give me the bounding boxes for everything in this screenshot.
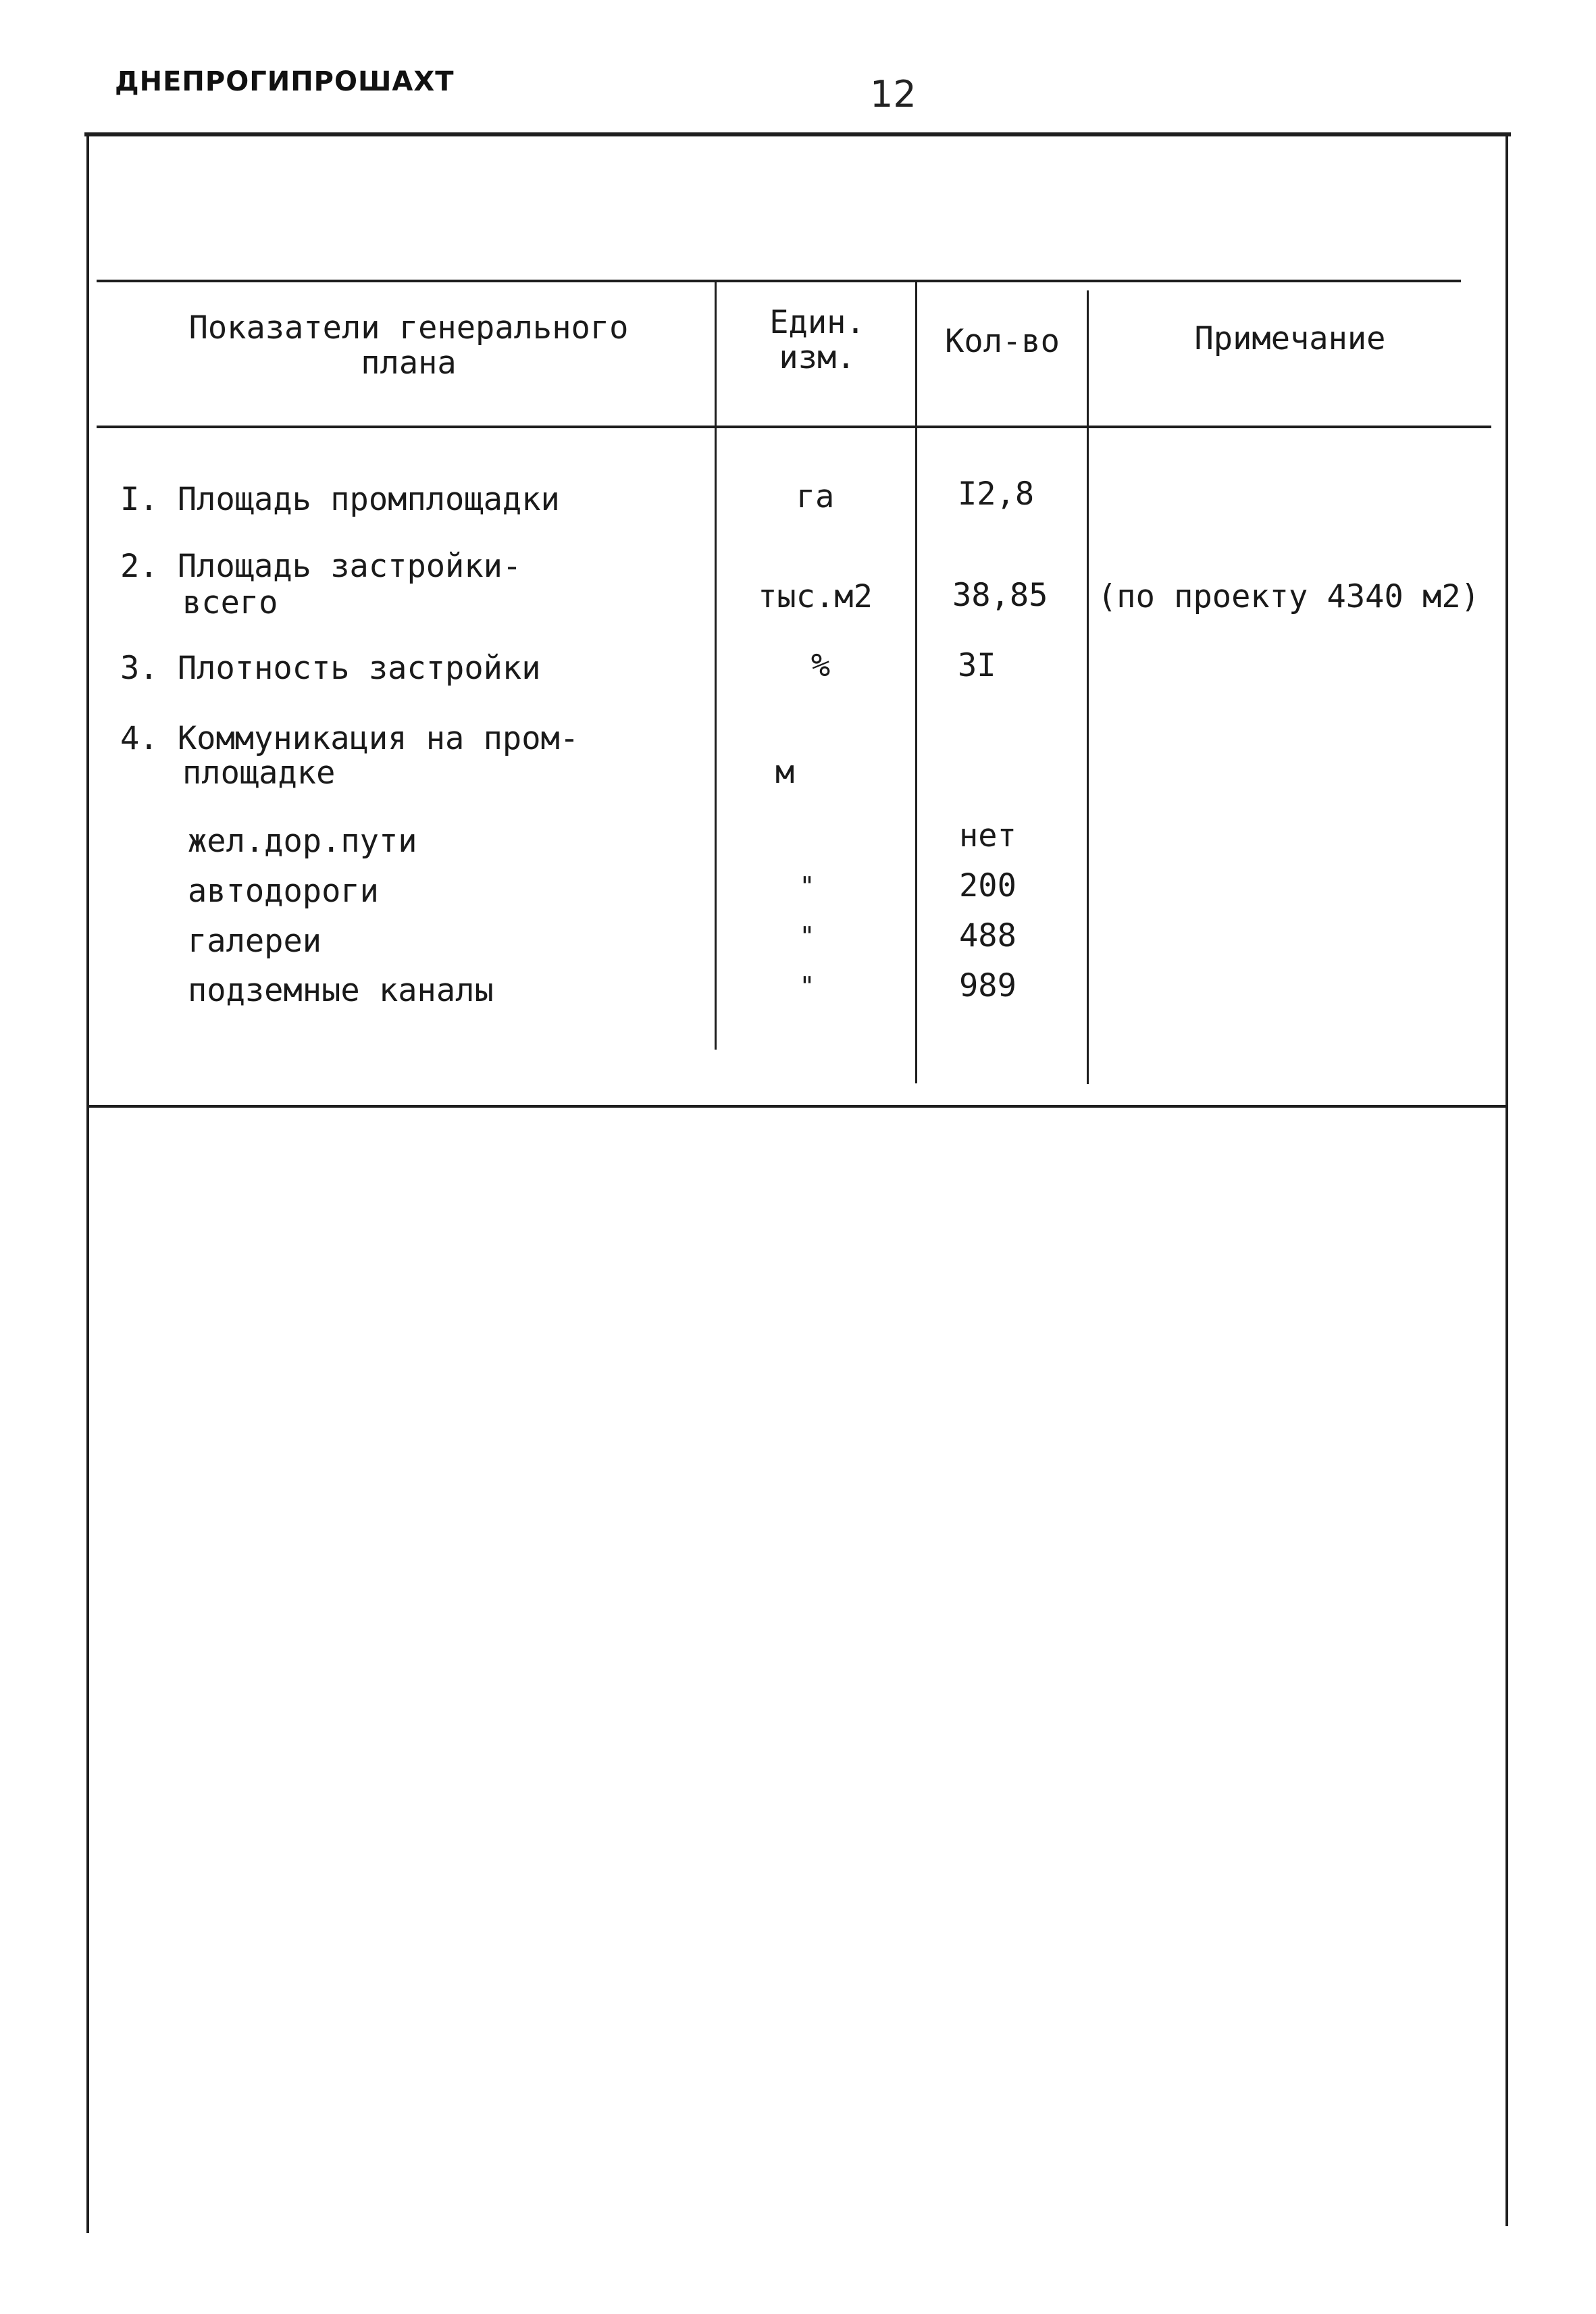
column-divider-3 bbox=[1087, 290, 1089, 1084]
row-roads-label: автодороги bbox=[188, 873, 379, 910]
row-4-label-line2: площадке bbox=[182, 754, 336, 792]
frame-left-border bbox=[86, 132, 89, 2233]
row-3-label: 3. Плотность застройки bbox=[120, 650, 541, 687]
row-1-value: I2,8 bbox=[958, 475, 1035, 513]
header-quantity: Кол-во bbox=[945, 323, 1060, 360]
row-galleries-label: галереи bbox=[188, 923, 322, 960]
row-1-unit: га bbox=[796, 478, 835, 515]
row-channels-value: 989 bbox=[959, 967, 1016, 1004]
row-2-label-line1: 2. Площадь застройки- bbox=[120, 548, 522, 585]
row-2-note: (по проекту 4340 м2) bbox=[1098, 578, 1480, 615]
row-channels-label: подземные каналы bbox=[188, 972, 494, 1009]
column-divider-2 bbox=[915, 280, 917, 1083]
frame-right-border bbox=[1505, 132, 1508, 2226]
column-divider-1 bbox=[715, 280, 717, 1050]
page-number: 12 bbox=[870, 73, 917, 115]
row-channels-unit: " bbox=[799, 971, 815, 1001]
header-unit-line1: Един. bbox=[769, 304, 865, 341]
header-indicator-line1: Показатели генерального bbox=[188, 309, 629, 346]
frame-top-border bbox=[84, 132, 1511, 136]
table-header-top-line bbox=[97, 280, 1461, 282]
row-2-unit: тыс.м2 bbox=[758, 578, 873, 615]
row-2-value: 38,85 bbox=[952, 577, 1048, 614]
row-rail-value: нет bbox=[959, 817, 1016, 854]
row-4-unit: м bbox=[775, 754, 795, 791]
row-galleries-value: 488 bbox=[959, 917, 1016, 954]
row-roads-value: 200 bbox=[959, 867, 1016, 904]
header-note: Примечание bbox=[1194, 320, 1386, 357]
row-rail-label: жел.дор.пути bbox=[188, 823, 417, 860]
header-unit-line2: изм. bbox=[779, 339, 856, 376]
row-roads-unit: " bbox=[799, 871, 815, 901]
row-1-label: I. Площадь промплощадки bbox=[120, 481, 560, 518]
row-4-label-line1: 4. Коммуникация на пром- bbox=[120, 720, 580, 757]
organization-name: ДНЕПРОГИПРОШАХТ bbox=[115, 66, 455, 97]
header-indicator-line2: плана bbox=[361, 344, 457, 382]
row-2-label-line2: всего bbox=[182, 584, 278, 621]
row-3-value: 3I bbox=[958, 647, 996, 684]
row-3-unit: % bbox=[810, 647, 831, 684]
table-bottom-border bbox=[86, 1105, 1508, 1108]
row-galleries-unit: " bbox=[799, 921, 815, 951]
table-header-bottom-line bbox=[97, 426, 1491, 428]
